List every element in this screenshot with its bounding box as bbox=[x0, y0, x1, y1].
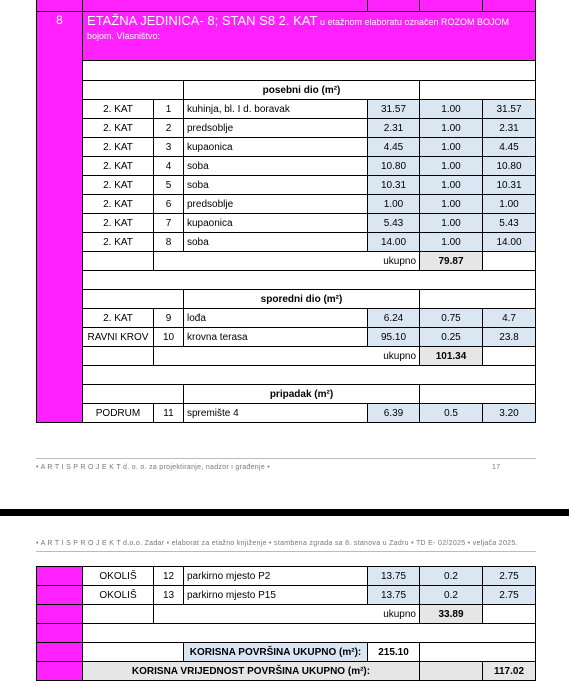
empty-cell bbox=[483, 252, 536, 271]
row-value: 2.75 bbox=[483, 586, 536, 605]
empty-cell bbox=[420, 662, 483, 681]
row-value: 5.43 bbox=[483, 214, 536, 233]
page-number: 17 bbox=[492, 464, 501, 471]
row-room: kupaonica bbox=[184, 214, 368, 233]
table-row bbox=[37, 195, 536, 214]
row-room: parkirno mjesto P15 bbox=[184, 586, 368, 605]
row-number: 4 bbox=[154, 157, 184, 176]
korisna-vrijednost-label: KORISNA VRIJEDNOST POVRŠINA UKUPNO (m²): bbox=[83, 662, 420, 681]
row-coefficient: 1.00 bbox=[420, 157, 483, 176]
row-area: 6.39 bbox=[368, 404, 420, 423]
row-value: 4.7 bbox=[483, 309, 536, 328]
row-value: 2.31 bbox=[483, 119, 536, 138]
magenta-cell bbox=[37, 567, 83, 586]
magenta-cell bbox=[37, 586, 83, 605]
empty-cell bbox=[420, 385, 536, 404]
unit-title-note: u etažnom elaboratu označen ROZOM BOJOM bbox=[317, 17, 510, 27]
row-area: 4.45 bbox=[368, 138, 420, 157]
table-row bbox=[37, 309, 536, 328]
row-area: 6.24 bbox=[368, 309, 420, 328]
row-area: 10.31 bbox=[368, 176, 420, 195]
row-value: 2.75 bbox=[483, 567, 536, 586]
row-room: lođa bbox=[184, 309, 368, 328]
row-area: 2.31 bbox=[368, 119, 420, 138]
unit-title-line2: bojom. Vlasništvo: bbox=[87, 31, 161, 41]
section-posebni: posebni dio (m²) bbox=[184, 81, 420, 100]
row-floor: 2. KAT bbox=[83, 214, 154, 233]
header-rule bbox=[36, 551, 536, 552]
magenta-cell bbox=[37, 624, 83, 643]
row-value: 3.20 bbox=[483, 404, 536, 423]
row-area: 31.57 bbox=[368, 100, 420, 119]
unit-table-continued bbox=[36, 566, 536, 681]
row-number: 7 bbox=[154, 214, 184, 233]
row-floor: PODRUM bbox=[83, 404, 154, 423]
korisna-povrsina-value: 215.10 bbox=[368, 643, 420, 662]
row-room: krovna terasa bbox=[184, 328, 368, 347]
row-coefficient: 1.00 bbox=[420, 176, 483, 195]
empty-cell bbox=[483, 605, 536, 624]
spacer-row bbox=[37, 624, 536, 643]
korisna-vrijednost-row bbox=[37, 662, 536, 681]
row-floor: 2. KAT bbox=[83, 100, 154, 119]
row-room: soba bbox=[184, 176, 368, 195]
row-value: 23.8 bbox=[483, 328, 536, 347]
korisna-vrijednost-value: 117.02 bbox=[483, 662, 536, 681]
unit-title-main: ETAŽNA JEDINICA- 8; STAN S8 2. KAT bbox=[87, 13, 318, 28]
total-label: ukupno bbox=[154, 252, 420, 271]
row-area: 10.80 bbox=[368, 157, 420, 176]
row-area: 13.75 bbox=[368, 586, 420, 605]
row-coefficient: 1.00 bbox=[420, 195, 483, 214]
row-number: 5 bbox=[154, 176, 184, 195]
korisna-povrsina-row bbox=[37, 643, 536, 662]
table-row bbox=[37, 404, 536, 423]
row-number: 10 bbox=[154, 328, 184, 347]
row-room: soba bbox=[184, 157, 368, 176]
table-row bbox=[37, 567, 536, 586]
empty-cell bbox=[83, 385, 184, 404]
empty-cell bbox=[420, 81, 536, 100]
row-coefficient: 0.2 bbox=[420, 567, 483, 586]
empty-cell bbox=[83, 290, 184, 309]
table-row bbox=[37, 138, 536, 157]
total-row bbox=[37, 347, 536, 366]
row-value: 10.31 bbox=[483, 176, 536, 195]
total-label: ukupno bbox=[154, 347, 420, 366]
korisna-povrsina-label: KORISNA POVRŠINA UKUPNO (m²): bbox=[184, 643, 368, 662]
page-separator bbox=[0, 509, 569, 516]
row-floor: 2. KAT bbox=[83, 176, 154, 195]
empty-cell bbox=[83, 252, 154, 271]
spacer-row bbox=[37, 271, 536, 290]
empty-cell bbox=[83, 624, 536, 643]
row-value: 31.57 bbox=[483, 100, 536, 119]
row-number: 3 bbox=[154, 138, 184, 157]
magenta-cell bbox=[37, 662, 83, 681]
row-room: kuhinja, bl. I d. boravak bbox=[184, 100, 368, 119]
row-coefficient: 1.00 bbox=[420, 138, 483, 157]
magenta-cell bbox=[37, 605, 83, 624]
row-coefficient: 0.75 bbox=[420, 309, 483, 328]
empty-cell bbox=[483, 347, 536, 366]
row-area: 95.10 bbox=[368, 328, 420, 347]
row-value: 1.00 bbox=[483, 195, 536, 214]
running-header: • A R T I S P R O J E K T d.o.o. Zadar • elaborat za etažno knjiženje • stambena zgrada sa 8. stanova u Zadru • TD E- 02/2025 • veljača 2025. bbox=[36, 540, 518, 547]
total-area: 33.89 bbox=[420, 605, 483, 624]
section-pripadak: pripadak (m²) bbox=[184, 385, 420, 404]
row-room: soba bbox=[184, 233, 368, 252]
table-row bbox=[37, 214, 536, 233]
row-floor: OKOLIŠ bbox=[83, 586, 154, 605]
empty-cell bbox=[83, 347, 154, 366]
row-number: 6 bbox=[154, 195, 184, 214]
unit-title bbox=[83, 12, 536, 61]
table-row bbox=[37, 586, 536, 605]
row-value: 10.80 bbox=[483, 157, 536, 176]
spacer-row bbox=[37, 366, 536, 385]
row-coefficient: 0.25 bbox=[420, 328, 483, 347]
row-area: 5.43 bbox=[368, 214, 420, 233]
row-coefficient: 0.2 bbox=[420, 586, 483, 605]
row-floor: OKOLIŠ bbox=[83, 567, 154, 586]
total-label: ukupno bbox=[154, 605, 420, 624]
spacer-row bbox=[83, 61, 536, 81]
row-value: 14.00 bbox=[483, 233, 536, 252]
row-floor: 2. KAT bbox=[83, 309, 154, 328]
row-value: 4.45 bbox=[483, 138, 536, 157]
row-area: 1.00 bbox=[368, 195, 420, 214]
row-number: 11 bbox=[154, 404, 184, 423]
row-number: 2 bbox=[154, 119, 184, 138]
row-floor: 2. KAT bbox=[83, 195, 154, 214]
row-floor: 2. KAT bbox=[83, 157, 154, 176]
magenta-cell bbox=[37, 643, 83, 662]
row-coefficient: 1.00 bbox=[420, 119, 483, 138]
section-header-row bbox=[37, 385, 536, 404]
table-row bbox=[37, 157, 536, 176]
empty-cell bbox=[83, 643, 184, 662]
row-room: predsoblje bbox=[184, 119, 368, 138]
table-row bbox=[37, 100, 536, 119]
row-number: 1 bbox=[154, 100, 184, 119]
table-row bbox=[37, 119, 536, 138]
footer-rule bbox=[36, 458, 536, 459]
section-sporedni: sporedni dio (m²) bbox=[184, 290, 420, 309]
table-row bbox=[37, 233, 536, 252]
row-coefficient: 0.5 bbox=[420, 404, 483, 423]
empty-cell bbox=[83, 605, 154, 624]
empty-cell bbox=[83, 81, 184, 100]
row-coefficient: 1.00 bbox=[420, 233, 483, 252]
row-number: 9 bbox=[154, 309, 184, 328]
row-floor: 2. KAT bbox=[83, 233, 154, 252]
row-area: 14.00 bbox=[368, 233, 420, 252]
row-room: kupaonica bbox=[184, 138, 368, 157]
section-header-row bbox=[37, 290, 536, 309]
unit-table bbox=[36, 0, 536, 423]
table-row bbox=[37, 176, 536, 195]
row-floor: 2. KAT bbox=[83, 138, 154, 157]
row-coefficient: 1.00 bbox=[420, 214, 483, 233]
unit-number: 8 bbox=[37, 12, 83, 423]
row-coefficient: 1.00 bbox=[420, 100, 483, 119]
total-area: 79.87 bbox=[420, 252, 483, 271]
total-area: 101.34 bbox=[420, 347, 483, 366]
row-area: 13.75 bbox=[368, 567, 420, 586]
total-row bbox=[37, 605, 536, 624]
total-row bbox=[37, 252, 536, 271]
row-room: parkirno mjesto P2 bbox=[184, 567, 368, 586]
empty-cell bbox=[420, 643, 536, 662]
table-row bbox=[37, 328, 536, 347]
empty-cell bbox=[83, 366, 536, 385]
row-number: 8 bbox=[154, 233, 184, 252]
row-number: 12 bbox=[154, 567, 184, 586]
row-room: predsoblje bbox=[184, 195, 368, 214]
row-floor: 2. KAT bbox=[83, 119, 154, 138]
empty-cell bbox=[83, 271, 536, 290]
row-floor: RAVNI KROV bbox=[83, 328, 154, 347]
row-room: spremište 4 bbox=[184, 404, 368, 423]
row-number: 13 bbox=[154, 586, 184, 605]
empty-cell bbox=[420, 290, 536, 309]
footer-text: • A R T I S P R O J E K T d. o. o. za projektiranje, nadzor i građenje • bbox=[36, 464, 271, 471]
